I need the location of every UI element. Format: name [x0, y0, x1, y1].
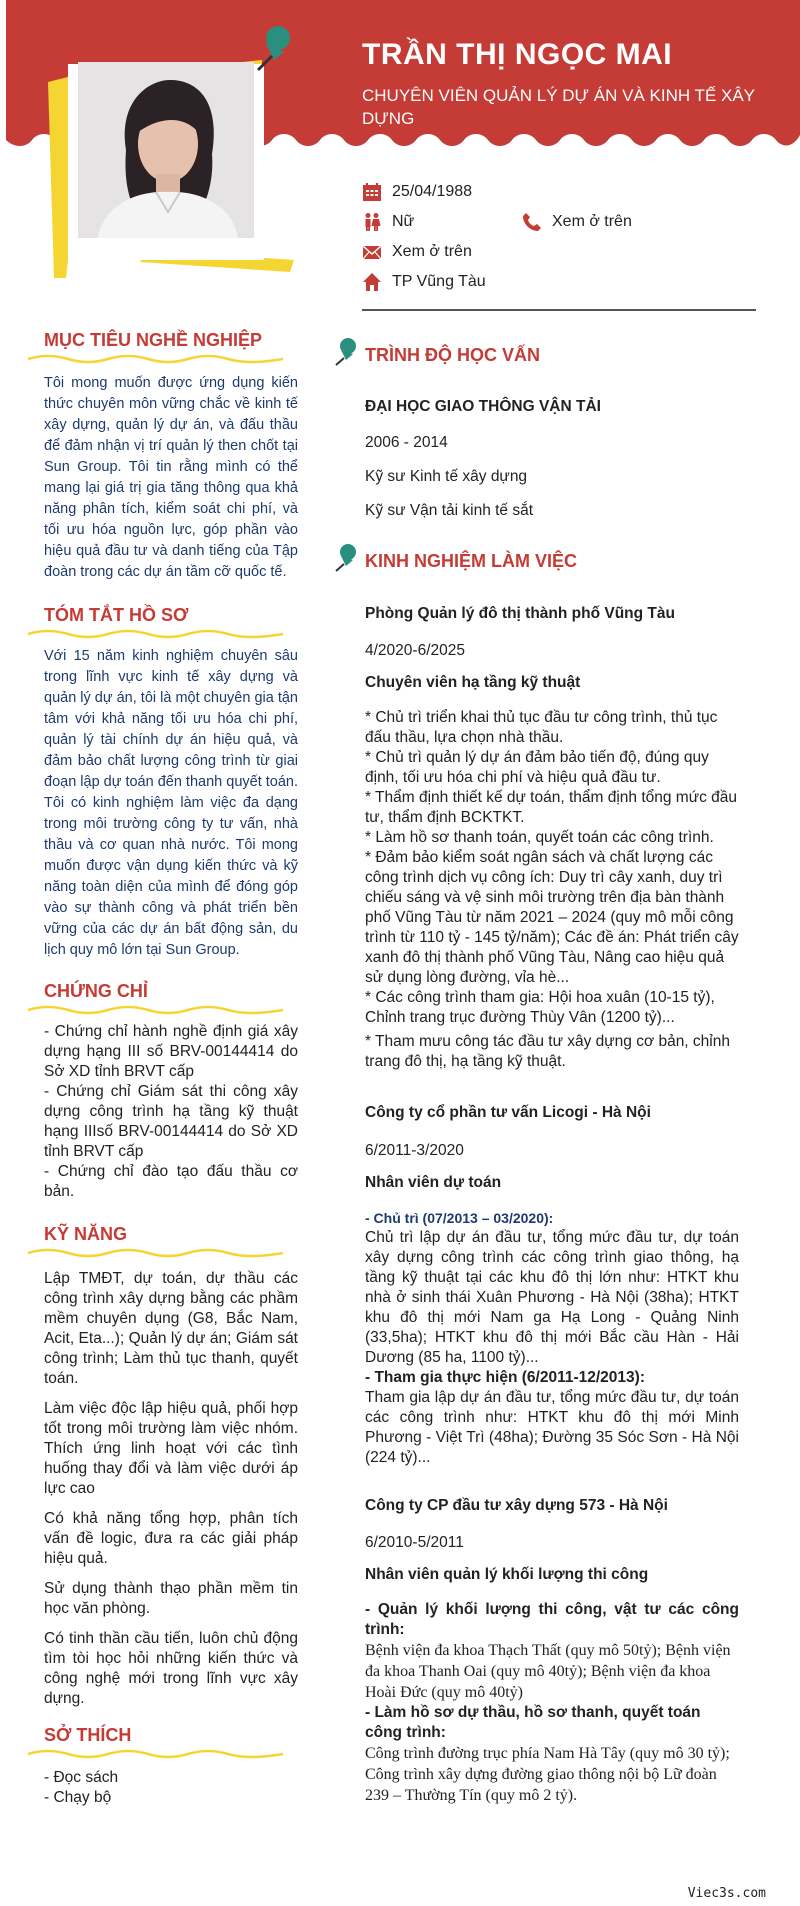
certificates-title: CHỨNG CHỈ [44, 981, 148, 1001]
summary-text: Với 15 năm kinh nghiệm chuyên sâu trong lĩnh vực kinh tế xây dựng và quản lý dự án, tôi là một chuyên gia tận tâm với khả năng tối ưu hóa chi phí, quản lý tài chính dự án hiệu quả, và đảm bảo chất lượng công trình từ giai đoạn lập dự toán đến thanh quyết toán. Tôi có kinh nghiệm làm việc đa dạng trong môi trường công ty tư vấn, nhà thầu và cơ quan nhà nước. Tôi mong muốn được vận dụng kiến thức và kỹ năng toàn diện của mình để đóng góp vào sự thành công và phát triển bền vững của các dự án bất động sản, du lịch quy mô lớn tại Sun Group. [44, 648, 298, 958]
certificate-item: - Chứng chỉ hành nghề định giá xây dựng hạng III số BRV-00144414 do Sở XD tỉnh BRVT cấp [44, 1023, 298, 1080]
contact-divider [362, 309, 756, 311]
job-period: 6/2010-5/2011 [365, 1534, 464, 1551]
candidate-role: CHUYÊN VIÊN QUẢN LÝ DỰ ÁN VÀ KINH TẾ XÂY DỰNG [362, 86, 755, 128]
skills-title: KỸ NĂNG [44, 1224, 128, 1244]
wave-divider [28, 1247, 283, 1259]
education-school: ĐẠI HỌC GIAO THÔNG VẬN TẢI [365, 398, 601, 415]
job-duty: * Các công trình tham gia: Hội hoa xuân (10-15 tỷ), Chỉnh trang trục đường Thùy Vân (1200 tỷ)... [365, 989, 715, 1026]
phone-value: Xem ở trên [552, 213, 632, 230]
gender-value: Nữ [392, 213, 415, 230]
person-silhouette-icon [78, 62, 254, 238]
objective-title: MỤC TIÊU NGHỀ NGHIỆP [44, 330, 263, 350]
hobbies-title: SỞ THÍCH [44, 1725, 132, 1745]
job-subtext: Công trình đường trục phía Nam Hà Tây (quy mô 30 tỷ); Công trình xây dựng đường giao thông nội bộ Lữ đoàn 239 – Thường Tín (quy mô 2 tỷ). [365, 1745, 730, 1804]
envelope-icon [362, 242, 382, 262]
contact-email [362, 242, 472, 262]
hobbies-section [44, 1725, 300, 1808]
contact-birthday [362, 182, 472, 202]
email-value: Xem ở trên [392, 243, 472, 260]
skills-section [44, 1224, 300, 1709]
skill-item: Làm việc độc lập hiệu quả, phối hợp tốt trong môi trường làm việc nhóm. Thích ứng linh hoạt với các tình huống thay đổi và làm việc dưới áp lực cao [44, 1400, 298, 1497]
hobbies-list [44, 1768, 300, 1808]
summary-title: TÓM TẮT HỒ SƠ [44, 605, 189, 625]
job-company: Phòng Quản lý đô thị thành phố Vũng Tàu [365, 605, 675, 622]
certificates-section [44, 981, 300, 1202]
job-duty: * Chủ trì triển khai thủ tục đầu tư công trình, thủ tục đấu thầu, lựa chọn nhà thầu. [365, 709, 718, 746]
hobby-item: - Chạy bộ [44, 1789, 112, 1806]
job-subtitle: - Quản lý khối lượng thi công, vật tư các công trình: [365, 1601, 739, 1638]
job-duty: * Chủ trì quản lý dự án đảm bảo tiến độ, đúng quy định, tối ưu hóa chi phí và hiệu quả đầu tư. [365, 749, 709, 786]
job-company: Công ty cổ phần tư vấn Licogi - Hà Nội [365, 1104, 651, 1121]
education-years: 2006 - 2014 [365, 434, 448, 451]
objective-text: Tôi mong muốn được ứng dụng kiến thức chuyên môn vững chắc về kinh tế xây dựng, quản lý dự án, và đấu thầu để đảm nhận vị trí quản lý then chốt tại Sun Group. Tôi tin rằng mình có thể mang lại giá trị gia tăng thông qua khả năng phân tích, kiểm soát chi phí, và tối ưu hóa nguồn lực, góp phần vào hiệu quả đầu tư và danh tiếng của Tập đoàn trong các dự án tầm cỡ quốc tế. [44, 375, 298, 580]
job-details [365, 1208, 739, 1468]
gender-icon [362, 212, 382, 232]
skills-list [44, 1269, 298, 1709]
skill-item: Có khả năng tổng hợp, phân tích vấn đề logic, đưa ra các giải pháp hiệu quả. [44, 1510, 298, 1567]
job-subtitle: - Chủ trì (07/2013 – 03/2020): [365, 1210, 554, 1226]
job-subtitle: - Làm hồ sơ dự thầu, hồ sơ thanh, quyết toán công trình: [365, 1704, 701, 1741]
education-title: TRÌNH ĐỘ HỌC VẤN [365, 345, 540, 365]
profile-photo [78, 62, 254, 238]
hobby-item: - Đọc sách [44, 1769, 119, 1786]
job-subtitle: - Tham gia thực hiện (6/2011-12/2013): [365, 1369, 645, 1386]
job-duty: * Tham mưu công tác đầu tư xây dựng cơ bản, chỉnh trang đô thị, hạ tầng kỹ thuật. [365, 1033, 730, 1070]
certificate-item: - Chứng chỉ đào tạo đấu thầu cơ bản. [44, 1163, 298, 1200]
address-value: TP Vũng Tàu [392, 273, 486, 290]
phone-icon [522, 212, 542, 232]
candidate-name: TRẦN THỊ NGỌC MAI [362, 38, 673, 71]
pushpin-icon [250, 24, 296, 74]
job-duties [365, 708, 739, 1072]
certificates-list [44, 1022, 298, 1202]
job-duty: * Thẩm định thiết kế dự toán, thẩm định tổng mức đầu tư, thẩm định BCKTKT. [365, 789, 738, 826]
job-period: 4/2020-6/2025 [365, 642, 465, 659]
job-period: 6/2011-3/2020 [365, 1142, 464, 1159]
experience-title: KINH NGHIỆM LÀM VIỆC [365, 551, 578, 571]
birthday-value: 25/04/1988 [392, 183, 473, 200]
job-company: Công ty CP đầu tư xây dựng 573 - Hà Nội [365, 1497, 668, 1514]
home-icon [362, 272, 382, 292]
education-degree: Kỹ sư Vận tải kinh tế sắt [365, 502, 534, 519]
contact-gender [362, 212, 414, 232]
contact-address [362, 272, 486, 292]
education-degree: Kỹ sư Kinh tế xây dựng [365, 468, 528, 485]
wave-divider [28, 628, 283, 640]
skill-item: Sử dụng thành thạo phần mềm tin học văn phòng. [44, 1580, 298, 1617]
contact-phone [522, 212, 632, 232]
pushpin-icon [333, 542, 359, 572]
job-position: Chuyên viên hạ tầng kỹ thuật [365, 674, 581, 691]
watermark: Viec3s.com [687, 1886, 766, 1901]
job-position: Nhân viên quản lý khối lượng thi công [365, 1566, 649, 1583]
job-subtext: Tham gia lập dự án đầu tư, tổng mức đầu tư, dự toán các công trình như: HTKT khu đô thị mới Minh Phương - Việt Trì (48ha); Đường 35 Sóc Sơn - Hà Nội (224 tỷ)... [365, 1389, 739, 1466]
certificate-item: - Chứng chỉ Giám sát thi công xây dựng công trình hạ tầng kỹ thuật hạng IIIsố BRV-00144414 do Sở XD tỉnh BRVT cấp [44, 1083, 298, 1160]
job-details [365, 1600, 739, 1806]
job-position: Nhân viên dự toán [365, 1174, 502, 1191]
summary-section [44, 605, 300, 961]
wave-divider [28, 1004, 283, 1016]
wave-divider [28, 1748, 283, 1760]
wave-divider [28, 353, 283, 365]
job-duty: * Làm hồ sơ thanh toán, quyết toán các công trình. [365, 829, 714, 846]
skill-item: Có tinh thần cầu tiến, luôn chủ động tìm tòi học hỏi những kiến thức và công nghệ mới trong lĩnh vực xây dựng. [44, 1630, 298, 1707]
calendar-icon [362, 182, 382, 202]
job-subtext: Bệnh viện đa khoa Thạch Thất (quy mô 50tỷ); Bệnh viện đa khoa Thanh Oai (quy mô 40tỷ); Bệnh viện đa khoa Hoài Đức (quy mô 40tỷ) [365, 1642, 731, 1701]
left-column [28, 330, 300, 1808]
pushpin-icon [333, 336, 359, 366]
skill-item: Lập TMĐT, dự toán, dự thầu các công trình xây dựng bằng các phầm mềm chuyên dụng (G8, Bắc Nam, Acit, Eta...); Quản lý dự án; Giám sát công trình; Làm thủ tục thanh, quyết toán. [44, 1270, 298, 1387]
objective-section [44, 330, 300, 583]
job-duty: * Đảm bảo kiểm soát ngân sách và chất lượng các công trình dịch vụ công ích: Duy trì cây xanh, duy trì chiếu sáng và vệ sinh môi trường trên địa bàn thành phố Vũng Tàu từ năm 2021 – 2024 (quy mô mỗi công trình từ 110 tỷ - 145 tỷ/năm); Các đề án: Phát triển cây xanh đô thị thành phố Vũng Tàu, Nâng cao hiệu quả sử dụng lòng đường, vỉa hè... [365, 849, 739, 986]
job-subtext: Chủ trì lập dự án đầu tư, tổng mức đầu tư, dự toán xây dựng công trình các công trình giao thông, hạ tầng kỹ thuật tại các khu đô thị lớn như: HTKT khu nhà ở sinh thái Xuân Phương - Hà Nội (38ha); HTKT khu đô thị mới Nam ga Hạ Long - Quảng Ninh (33,5ha); HTKT khu đô thị mới Bắc cầu Hàn - Hải Dương (85 ha, 1100 tỷ)... [365, 1229, 739, 1366]
